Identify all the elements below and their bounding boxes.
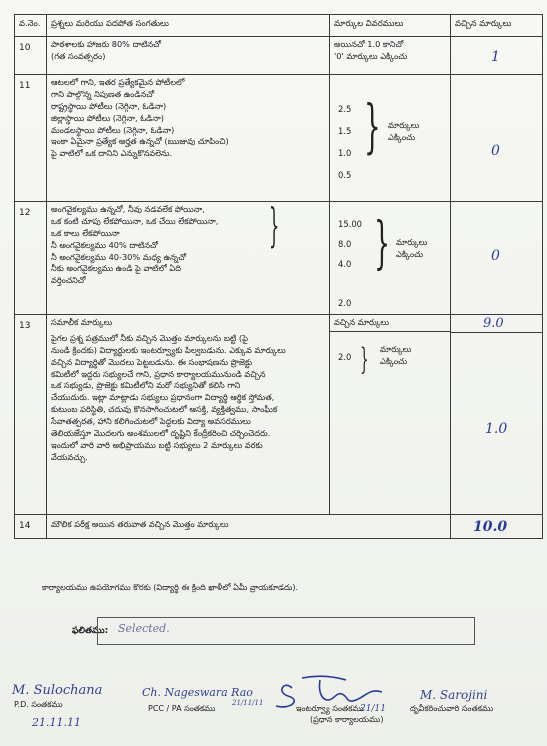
question-line: నుండి క్రిందకు) విద్యార్థులకు ఇంటర్వ్యూకు పిల్వబడును. ఎక్కువ మార్కులు xyxy=(51,344,286,355)
marks-line: '0' మార్కులు ఎక్కించు xyxy=(334,50,408,61)
mark-value: 15.00 xyxy=(338,219,362,229)
table-header-row xyxy=(15,15,543,37)
result-value: Selected. xyxy=(118,622,170,635)
marks-note xyxy=(396,236,427,261)
caption-pd: P.D. సంతకము xyxy=(14,700,63,709)
question-line: పైగల ప్రశ్న పత్రములో నీకు వచ్చిన మొత్తం మార్కులను బట్టి (పై xyxy=(51,332,248,343)
awarded-cell xyxy=(451,315,543,515)
signature-pd-date: 21.11.11 xyxy=(32,716,81,729)
question-line: సేవాతత్పరత, హాని కలిగించుటలో పెద్దలకు విద్యా అవసరములు xyxy=(51,416,251,427)
awarded-cell xyxy=(451,202,543,315)
awarded-cell xyxy=(451,75,543,202)
row-number: 14 xyxy=(15,515,47,539)
mark-value: 4.0 xyxy=(338,259,352,269)
question-line: ఇందులో వారి వారి అభిప్రాయము బట్టి సభ్యులు 2 మార్కులు వరకు xyxy=(51,439,263,450)
header-questions: ప్రశ్నలు మరియు పదపోత సంగతులు xyxy=(47,15,330,37)
marks-note xyxy=(380,343,411,368)
question-line: మౌలిక పరీక్ష అయిన తరువాత వచ్చిన మొత్తం మార్కులు xyxy=(51,519,229,529)
mark-value: 8.0 xyxy=(338,239,352,249)
row-number: 10 xyxy=(15,37,47,75)
mark-value: 2.5 xyxy=(338,104,352,114)
question-cell xyxy=(47,75,330,202)
marks-note-line: ఎక్కించు xyxy=(388,132,416,143)
table-row xyxy=(15,315,543,515)
awarded-value: 10.0 xyxy=(473,519,508,535)
mark-value: 2.0 xyxy=(338,352,352,362)
awarded-value: 0 xyxy=(491,248,500,264)
awarded-cell xyxy=(451,515,543,539)
table-row xyxy=(15,202,543,315)
question-line: మండలస్థాయి పోటీలు (నెగ్గినా, ఓడినా) xyxy=(51,124,175,135)
question-line: పాఠశాలకు హాజరు 80% దాటినచో xyxy=(51,39,162,49)
marks-table xyxy=(14,14,543,539)
question-cell xyxy=(47,37,330,75)
awarded-total-value: 9.0 xyxy=(483,316,504,331)
question-line: ఒక కాలు లేకపోయినా xyxy=(51,227,120,238)
question-cell xyxy=(47,198,330,315)
table-row xyxy=(15,37,543,75)
caption-pcc: PCC / PA సంతకము xyxy=(148,704,216,713)
question-line: నీ అంగవైకల్యము 40-30% మధ్య ఉన్నచో xyxy=(51,251,187,262)
question-line: నీకు అంగవైకల్యము ఉండి పై వాటిలో ఏది xyxy=(51,263,181,274)
question-line: రాష్ట్రస్థాయి పోటీలు (నెగ్గినా, ఓడినా) xyxy=(51,100,167,111)
table-row xyxy=(15,515,543,539)
marks-note-line: మార్కులు xyxy=(380,344,412,354)
right-brace-icon: } xyxy=(364,92,381,160)
marks-note-line: ఎక్కించు xyxy=(396,249,424,260)
question-cell xyxy=(47,515,451,539)
question-line: వచ్చిన విద్యార్థితో మొదలు పెట్టబడును. ఈ సంభాషణను ప్రొజెక్టు xyxy=(51,356,253,367)
marks-note-line: మార్కులు xyxy=(388,120,420,130)
question-line: ఆటలలో గాని, ఇతర ప్రత్యేకమైన పోటీలలో xyxy=(51,77,185,87)
signature-pcc-date: 21/11/11 xyxy=(232,699,264,707)
signature-verifier: M. Sarojini xyxy=(420,688,488,702)
question-line: కుటుంబ పరిస్థితి, చదువు కొనసాగించుటలో ఆసక్తి, వ్యక్తిత్వము, సాంఘీక xyxy=(51,404,278,415)
question-line: వర్తించనిచో xyxy=(51,275,86,286)
question-line: చేయుదురు. ఇట్లా మాట్లాడు సభ్యులు ప్రధానంగా విద్యార్థి ఆర్థిక స్తోమత, xyxy=(51,392,275,403)
marks-cell xyxy=(330,37,451,75)
right-brace-icon: } xyxy=(374,211,391,276)
caption-verifier: దృవీకరించువారి సంతకము xyxy=(410,704,494,713)
signature-pd: M. Sulochana xyxy=(12,683,103,698)
marks-cell xyxy=(330,75,451,202)
awarded-value: 1.0 xyxy=(485,421,508,437)
office-use-note: కార్యాలయము ఉపయోగము కొరకు (విద్యార్థి ఈ క్రింది ఖాళీలో ఏమీ వ్రాయకూడదు). xyxy=(42,583,299,592)
row-number: 13 xyxy=(15,315,47,515)
question-line: ఒక కంటి చూపు లేకపోయినా, ఒక చేయి లేకపోయినా, xyxy=(51,215,219,226)
signature-interviewer-date: 21/11 xyxy=(360,704,386,714)
question-line: ఒక సభ్యుడు, ప్రొజెక్టు కమిటీలోని మరో సభ్యునితో కలిసి గాని xyxy=(51,380,241,391)
awarded-subheader xyxy=(451,315,542,333)
marks-cell xyxy=(330,315,451,515)
question-line: జిల్లాస్థాయి పోటీలు (నెగ్గినా, ఓడినా) xyxy=(51,112,164,123)
mark-value: 2.0 xyxy=(338,298,352,308)
awarded-value: 0 xyxy=(491,143,500,159)
row-number: 11 xyxy=(15,75,47,202)
section-title: సమాలీక మార్కులు xyxy=(51,317,113,327)
signature-pcc: Ch. Nageswara Rao xyxy=(142,686,253,699)
caption-interviewer-sub: (ప్రధాన కార్యాలయము) xyxy=(310,715,384,724)
marks-line: అయినచో 1.0 కానిచో xyxy=(334,39,404,49)
row-number: 12 xyxy=(15,202,47,315)
question-cell xyxy=(47,315,330,515)
marks-note-line: మార్కులు xyxy=(396,237,428,247)
marks-subheader xyxy=(330,315,450,332)
right-brace-icon: } xyxy=(269,198,280,252)
question-line: తెలియజేస్తూ మొదలగు అంశములలో దృష్టిని కేంద్రీకరించి చర్చించెదరు. xyxy=(51,428,271,439)
question-line: వేయవచ్చు. xyxy=(51,451,88,462)
result-label: ఫలితము: xyxy=(72,626,109,636)
question-line: నీ అంగవైకల్యము 40% దాటినచో xyxy=(51,239,158,250)
marks-cell xyxy=(330,202,451,315)
marks-note xyxy=(388,119,419,144)
question-line: కమిటీలో ఇద్దరు సభ్యులచే గాని, ప్రధాన కార్యాలయమునుండి వచ్చిన xyxy=(51,368,266,379)
question-line: (గత సంవత్సరం) xyxy=(51,50,106,61)
question-line: గాని పాల్గొన్న నిపుణత ఉండినచో xyxy=(51,88,155,99)
header-marks-details: మార్కుల వివరములు xyxy=(330,15,451,37)
marks-subheader-label: వచ్చిన మార్కులు xyxy=(334,317,390,327)
header-awarded: వచ్చిన మార్కులు xyxy=(451,15,543,37)
mark-value: 1.5 xyxy=(338,126,352,136)
header-sno: వ.నెం. xyxy=(15,15,47,37)
table-row xyxy=(15,75,543,202)
mark-value: 1.0 xyxy=(338,148,352,158)
question-line: ఇంకా ఏమైనా ప్రత్యేక అర్హత ఉన్నచో (ఋజువు చూపించి) xyxy=(51,136,229,147)
mark-value: 0.5 xyxy=(338,170,352,180)
marks-note-line: ఎక్కించు xyxy=(380,356,408,367)
awarded-value: 1 xyxy=(491,49,500,65)
question-line: అంగవైకల్యము ఉన్నచో, నీవు నడవలేక పోయినా, xyxy=(51,204,205,214)
right-brace-icon: } xyxy=(360,342,369,377)
awarded-cell xyxy=(451,37,543,75)
question-line: పై వాటిలో ఒక దానిని ఎన్నుకొనవలెను. xyxy=(51,148,173,159)
caption-interviewer: ఇంటర్వ్యూ సంతకము xyxy=(296,704,364,713)
